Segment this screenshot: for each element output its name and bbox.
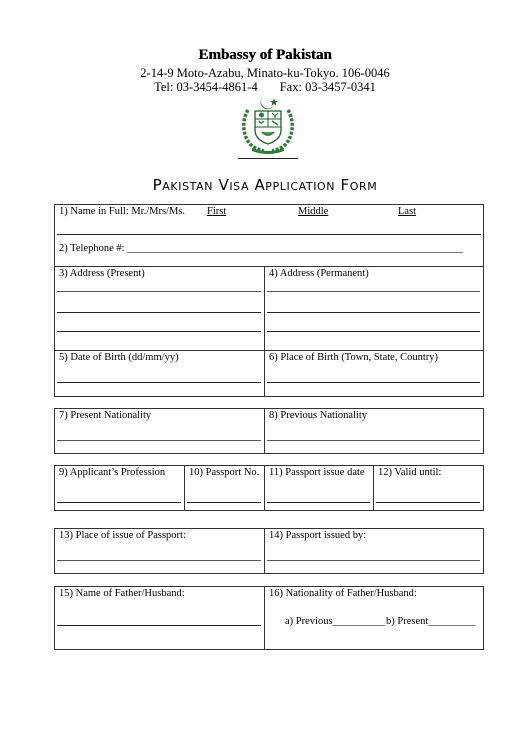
- father-nat-previous-field[interactable]: a) Previous__________: [285, 616, 386, 627]
- passport-no-label: 10) Passport No.: [189, 467, 260, 478]
- address-permanent-label: 4) Address (Permanent): [269, 268, 369, 279]
- divider: [264, 465, 265, 511]
- father-name-label: 15) Name of Father/Husband:: [59, 588, 185, 599]
- name-middle-label: Middle: [298, 206, 329, 217]
- fax-number: Fax: 03-3457-0341: [279, 80, 376, 94]
- telephone-field[interactable]: 2) Telephone #: ________________________________________________________________: [59, 243, 464, 254]
- valid-until-field[interactable]: [376, 502, 480, 503]
- address-permanent-line[interactable]: [267, 312, 480, 313]
- divider: [264, 528, 265, 574]
- present-nationality-field[interactable]: [57, 440, 261, 441]
- address-present-label: 3) Address (Present): [59, 268, 145, 279]
- divider: [54, 266, 484, 267]
- father-nat-present-field[interactable]: b) Present_________: [386, 616, 476, 627]
- dob-label: 5) Date of Birth (dd/mm/yy): [59, 352, 179, 363]
- address-present-line[interactable]: [57, 291, 261, 292]
- place-of-issue-field[interactable]: [57, 560, 261, 561]
- present-nationality-label: 7) Present Nationality: [59, 410, 152, 421]
- telephone-number: Tel: 03-3454-4861-4: [154, 80, 258, 94]
- divider: [264, 266, 265, 397]
- pakistan-emblem-icon: [238, 96, 298, 158]
- name-field[interactable]: [57, 234, 481, 235]
- profession-field[interactable]: [57, 502, 181, 503]
- passport-issue-date-label: 11) Passport issue date: [269, 467, 365, 478]
- name-last-label: Last: [398, 206, 417, 217]
- dob-field[interactable]: [57, 382, 261, 383]
- valid-until-label: 12) Valid until:: [378, 467, 442, 478]
- emblem-rule: [238, 158, 298, 159]
- address-permanent-line[interactable]: [267, 331, 480, 332]
- issued-by-field[interactable]: [267, 560, 480, 561]
- issued-by-label: 14) Passport issued by:: [269, 530, 367, 541]
- place-of-issue-label: 13) Place of issue of Passport:: [59, 530, 186, 541]
- passport-issue-date-field[interactable]: [267, 502, 370, 503]
- previous-nationality-label: 8) Previous Nationality: [269, 410, 367, 421]
- passport-no-field[interactable]: [187, 502, 261, 503]
- divider: [54, 350, 484, 351]
- previous-nationality-field[interactable]: [267, 440, 480, 441]
- address-permanent-line[interactable]: [267, 291, 480, 292]
- embassy-address: 2-14-9 Moto-Azabu, Minato-ku-Tokyo. 106-0046: [140, 66, 390, 80]
- pob-label: 6) Place of Birth (Town, State, Country): [269, 352, 438, 363]
- address-present-line[interactable]: [57, 331, 261, 332]
- personal-section: [54, 204, 484, 397]
- name-first-label: First: [207, 206, 227, 217]
- divider: [373, 465, 374, 511]
- divider: [264, 408, 265, 454]
- divider: [264, 586, 265, 650]
- form-title: Pakistan Visa Application Form: [152, 176, 378, 194]
- father-nationality-label: 16) Nationality of Father/Husband:: [269, 588, 417, 599]
- name-label: 1) Name in Full: Mr./Mrs/Ms.: [59, 206, 186, 217]
- pob-field[interactable]: [267, 382, 480, 383]
- profession-label: 9) Applicant’s Profession: [59, 467, 166, 478]
- father-name-field[interactable]: [57, 625, 261, 626]
- embassy-contact: [0, 80, 530, 95]
- address-present-line[interactable]: [57, 312, 261, 313]
- divider: [184, 465, 185, 511]
- embassy-title: Embassy of Pakistan: [198, 47, 332, 63]
